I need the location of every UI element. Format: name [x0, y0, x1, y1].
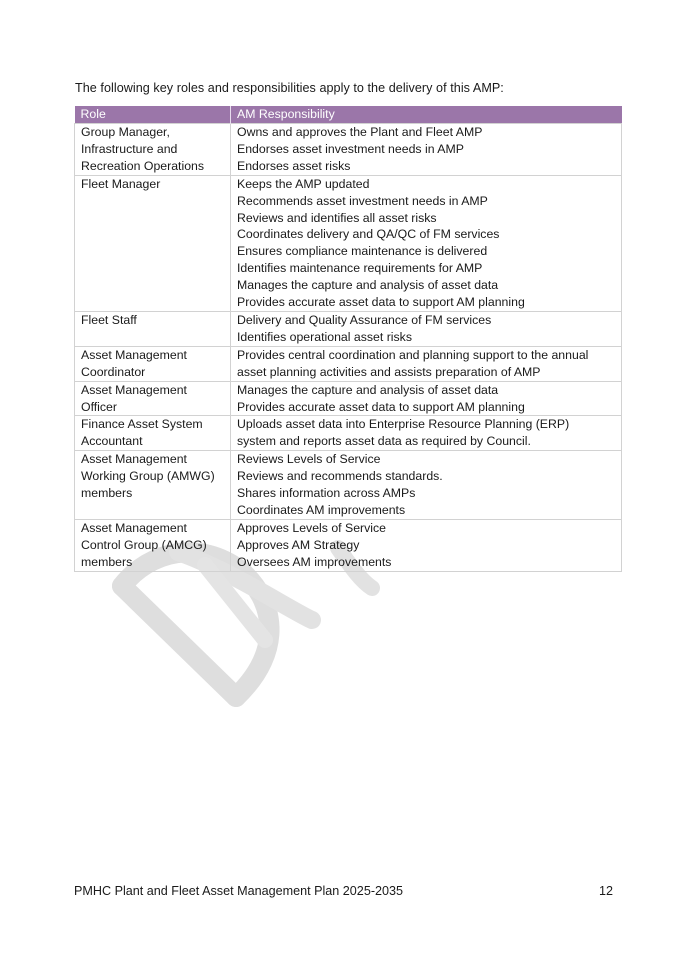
role-line: Coordinator — [81, 364, 146, 379]
role-line: Asset Management — [81, 347, 187, 362]
role-line: Asset Management — [81, 382, 187, 397]
table-header-row — [75, 106, 622, 124]
table-row — [75, 416, 622, 451]
responsibility-line: Reviews Levels of Service — [237, 452, 381, 467]
responsibility-cell — [231, 124, 622, 176]
responsibility-line: Reviews and identifies all asset risks — [237, 210, 437, 225]
responsibility-line: Identifies operational asset risks — [237, 329, 412, 344]
responsibility-line: Manages the capture and analysis of asset data — [237, 382, 499, 397]
responsibility-cell — [231, 311, 622, 346]
role-line: Control Group (AMCG) — [81, 537, 207, 552]
role-cell — [75, 124, 231, 176]
responsibility-line: Endorses asset investment needs in AMP — [237, 141, 464, 156]
footer-title: PMHC Plant and Fleet Asset Management Plan 2025-2035 — [74, 884, 404, 898]
responsibility-line: Coordinates AM improvements — [237, 502, 406, 517]
role-line: Officer — [81, 399, 117, 414]
page-number: 12 — [598, 884, 613, 898]
role-cell — [75, 451, 231, 520]
role-line: Accountant — [81, 434, 143, 449]
table-row — [75, 175, 622, 311]
table-row — [75, 346, 622, 381]
role-line: Finance Asset System — [81, 417, 203, 432]
role-cell — [75, 346, 231, 381]
role-cell — [75, 175, 231, 311]
intro-paragraph: The following key roles and responsibilities apply to the delivery of this AMP: — [75, 81, 504, 95]
header-responsibility: AM Responsibility — [231, 106, 622, 124]
role-cell — [75, 519, 231, 571]
responsibility-cell — [231, 451, 622, 520]
responsibility-cell — [231, 175, 622, 311]
responsibility-cell — [231, 381, 622, 416]
responsibility-cell — [231, 346, 622, 381]
role-line: Fleet Manager — [81, 176, 161, 191]
role-line: Infrastructure and — [81, 141, 178, 156]
role-line: Asset Management — [81, 520, 187, 535]
table-row — [75, 381, 622, 416]
role-cell — [75, 311, 231, 346]
table-row — [75, 451, 622, 520]
responsibility-line: Owns and approves the Plant and Fleet AMP — [237, 125, 483, 139]
responsibility-cell — [231, 519, 622, 571]
role-line: Fleet Staff — [81, 312, 137, 327]
role-line: members — [81, 554, 133, 569]
responsibility-line: Provides central coordination and planning support to the annual — [237, 347, 589, 362]
responsibility-line: Reviews and recommends standards. — [237, 469, 443, 484]
responsibility-line: Identifies maintenance requirements for AMP — [237, 261, 483, 276]
role-cell — [75, 381, 231, 416]
role-cell — [75, 416, 231, 451]
responsibility-line: Provides accurate asset data to support AM planning — [237, 295, 525, 310]
table-row — [75, 311, 622, 346]
role-line: Working Group (AMWG) — [81, 469, 215, 484]
responsibility-line: Approves AM Strategy — [237, 537, 360, 552]
responsibility-line: Ensures compliance maintenance is delivered — [237, 244, 488, 259]
responsibility-line: Delivery and Quality Assurance of FM services — [237, 312, 492, 327]
responsibility-line: system and reports asset data as required by Council. — [237, 434, 531, 449]
header-role: Role — [75, 106, 231, 124]
responsibility-cell — [231, 416, 622, 451]
responsibility-line: Coordinates delivery and QA/QC of FM services — [237, 227, 500, 242]
responsibility-line: Manages the capture and analysis of asset data — [237, 278, 499, 293]
table-row — [75, 519, 622, 571]
responsibility-line: Approves Levels of Service — [237, 520, 387, 535]
role-line: members — [81, 486, 133, 501]
responsibility-line: Provides accurate asset data to support AM planning — [237, 399, 525, 414]
responsibility-line: Recommends asset investment needs in AMP — [237, 193, 488, 208]
roles-table — [74, 106, 622, 572]
responsibility-line: Oversees AM improvements — [237, 554, 392, 569]
role-line: Asset Management — [81, 452, 187, 467]
role-line: Recreation Operations — [81, 158, 205, 173]
responsibility-line: Uploads asset data into Enterprise Resource Planning (ERP) — [237, 417, 570, 432]
role-line: Group Manager, — [81, 125, 170, 139]
responsibility-line: Keeps the AMP updated — [237, 176, 370, 191]
responsibility-line: Shares information across AMPs — [237, 486, 416, 501]
responsibility-line: asset planning activities and assists preparation of AMP — [237, 364, 541, 379]
table-row — [75, 124, 622, 176]
responsibility-line: Endorses asset risks — [237, 158, 351, 173]
